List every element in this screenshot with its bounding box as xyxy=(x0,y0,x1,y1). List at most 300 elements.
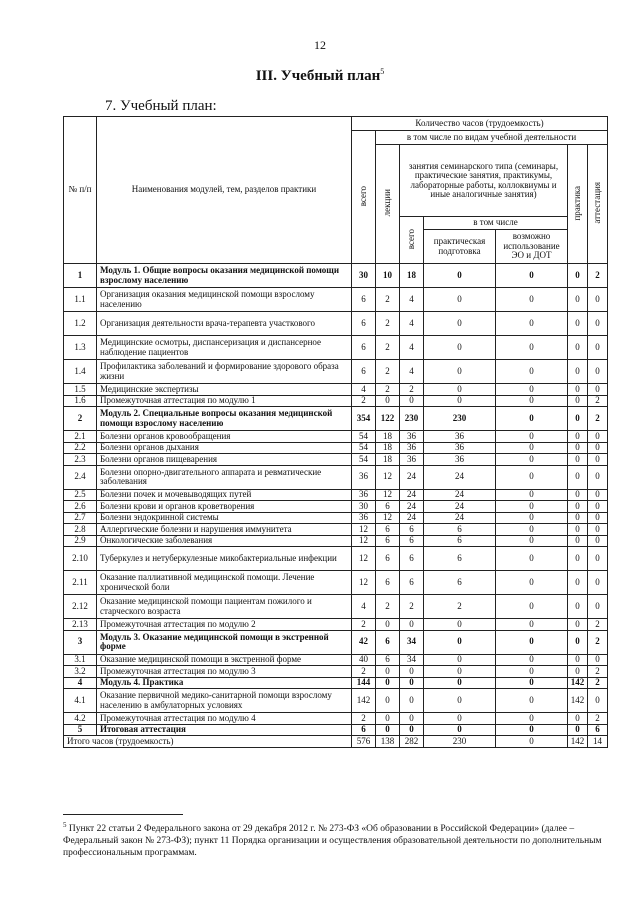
table-row xyxy=(64,336,608,360)
row-lec: 0 xyxy=(376,713,400,725)
row-total: 54 xyxy=(352,431,376,443)
row-name: Модуль 4. Практика xyxy=(97,677,352,689)
row-att: 2 xyxy=(588,619,608,631)
row-number: 4.1 xyxy=(64,689,97,713)
row-att: 2 xyxy=(588,666,608,678)
row-total: 12 xyxy=(352,524,376,536)
row-pp: 36 xyxy=(424,431,496,443)
row-prac: 0 xyxy=(568,407,588,431)
row-name: Профилактика заболеваний и формирование здорового образа жизни xyxy=(97,360,352,384)
row-number: 1.1 xyxy=(64,288,97,312)
row-att: 0 xyxy=(588,384,608,396)
table-row xyxy=(64,724,608,736)
row-pp: 0 xyxy=(424,630,496,654)
row-name: Оказание медицинской помощи в экстренной форме xyxy=(97,654,352,666)
row-lec: 12 xyxy=(376,489,400,501)
row-sem: 6 xyxy=(400,547,424,571)
row-att: 0 xyxy=(588,595,608,619)
row-lec: 18 xyxy=(376,442,400,454)
row-att: 0 xyxy=(588,654,608,666)
row-lec: 2 xyxy=(376,336,400,360)
row-number: 4 xyxy=(64,677,97,689)
row-total: 4 xyxy=(352,595,376,619)
header-name: Наименования модулей, тем, разделов практики xyxy=(97,117,352,264)
row-lec: 0 xyxy=(376,395,400,407)
row-pp: 0 xyxy=(424,384,496,396)
row-number: 3 xyxy=(64,630,97,654)
table-body xyxy=(64,264,608,748)
row-name: Промежуточная аттестация по модулю 1 xyxy=(97,395,352,407)
row-prac: 0 xyxy=(568,360,588,384)
page-number: 12 xyxy=(314,38,326,52)
row-prac: 0 xyxy=(568,571,588,595)
row-prac: 0 xyxy=(568,713,588,725)
row-sem: 4 xyxy=(400,336,424,360)
row-pp: 6 xyxy=(424,547,496,571)
row-prac: 0 xyxy=(568,431,588,443)
row-eo: 0 xyxy=(496,454,568,466)
row-att: 0 xyxy=(588,501,608,513)
total-prac: 142 xyxy=(568,736,588,748)
row-lec: 12 xyxy=(376,512,400,524)
row-number: 1.6 xyxy=(64,395,97,407)
header-lectures-cell xyxy=(376,145,400,264)
row-prac: 0 xyxy=(568,501,588,513)
footnote-marker: 5 xyxy=(63,821,67,829)
row-total: 36 xyxy=(352,512,376,524)
row-name: Промежуточная аттестация по модулю 4 xyxy=(97,713,352,725)
row-pp: 36 xyxy=(424,454,496,466)
header-practical-prep: практическая подготовка xyxy=(424,230,496,264)
total-lec: 138 xyxy=(376,736,400,748)
row-eo: 0 xyxy=(496,595,568,619)
row-name: Модуль 1. Общие вопросы оказания медицинской помощи взрослому населению xyxy=(97,264,352,288)
row-lec: 6 xyxy=(376,535,400,547)
row-eo: 0 xyxy=(496,395,568,407)
row-lec: 0 xyxy=(376,677,400,689)
row-eo: 0 xyxy=(496,677,568,689)
table-row xyxy=(64,512,608,524)
table-row xyxy=(64,489,608,501)
footnote xyxy=(63,821,611,860)
row-eo: 0 xyxy=(496,535,568,547)
row-lec: 2 xyxy=(376,288,400,312)
row-sem: 18 xyxy=(400,264,424,288)
row-prac: 0 xyxy=(568,336,588,360)
row-sem: 0 xyxy=(400,619,424,631)
row-att: 2 xyxy=(588,677,608,689)
row-name: Болезни опорно-двигательного аппарата и ревматические заболевания xyxy=(97,465,352,489)
row-total: 6 xyxy=(352,336,376,360)
row-name: Промежуточная аттестация по модулю 2 xyxy=(97,619,352,631)
row-total: 6 xyxy=(352,360,376,384)
row-sem: 24 xyxy=(400,489,424,501)
row-lec: 6 xyxy=(376,524,400,536)
table-row xyxy=(64,595,608,619)
row-eo: 0 xyxy=(496,512,568,524)
row-prac: 0 xyxy=(568,654,588,666)
row-total: 54 xyxy=(352,454,376,466)
row-number: 2.12 xyxy=(64,595,97,619)
row-pp: 230 xyxy=(424,407,496,431)
row-total: 12 xyxy=(352,571,376,595)
row-total: 2 xyxy=(352,395,376,407)
row-eo: 0 xyxy=(496,654,568,666)
row-lec: 0 xyxy=(376,724,400,736)
row-name: Туберкулез и нетуберкулезные микобактериальные инфекции xyxy=(97,547,352,571)
row-name: Медицинские экспертизы xyxy=(97,384,352,396)
row-sem: 0 xyxy=(400,713,424,725)
row-total: 2 xyxy=(352,713,376,725)
row-eo: 0 xyxy=(496,630,568,654)
row-number: 2.2 xyxy=(64,442,97,454)
header-total: всего xyxy=(357,185,368,206)
row-eo: 0 xyxy=(496,724,568,736)
row-sem: 0 xyxy=(400,677,424,689)
row-eo: 0 xyxy=(496,264,568,288)
row-number: 2.6 xyxy=(64,501,97,513)
row-name: Итоговая аттестация xyxy=(97,724,352,736)
row-prac: 142 xyxy=(568,677,588,689)
row-eo: 0 xyxy=(496,689,568,713)
table-row xyxy=(64,666,608,678)
row-att: 0 xyxy=(588,431,608,443)
row-att: 0 xyxy=(588,442,608,454)
table-row xyxy=(64,465,608,489)
row-name: Болезни эндокринной системы xyxy=(97,512,352,524)
row-number: 1.3 xyxy=(64,336,97,360)
row-att: 0 xyxy=(588,512,608,524)
row-prac: 0 xyxy=(568,465,588,489)
row-att: 0 xyxy=(588,571,608,595)
row-number: 5 xyxy=(64,724,97,736)
row-sem: 0 xyxy=(400,724,424,736)
row-total: 54 xyxy=(352,442,376,454)
row-name: Аллергические болезни и нарушения иммунитета xyxy=(97,524,352,536)
row-pp: 0 xyxy=(424,395,496,407)
header-sem-total: всего xyxy=(405,228,416,249)
row-pp: 0 xyxy=(424,666,496,678)
row-att: 0 xyxy=(588,689,608,713)
row-eo: 0 xyxy=(496,713,568,725)
table-row xyxy=(64,442,608,454)
row-eo: 0 xyxy=(496,465,568,489)
row-total: 42 xyxy=(352,630,376,654)
row-number: 4.2 xyxy=(64,713,97,725)
row-lec: 122 xyxy=(376,407,400,431)
row-eo: 0 xyxy=(496,619,568,631)
row-name: Оказание первичной медико-санитарной помощи взрослому населению в амбулаторных условиях xyxy=(97,689,352,713)
total-att: 14 xyxy=(588,736,608,748)
row-eo: 0 xyxy=(496,288,568,312)
row-prac: 0 xyxy=(568,454,588,466)
row-att: 0 xyxy=(588,288,608,312)
row-total: 6 xyxy=(352,312,376,336)
table-row xyxy=(64,535,608,547)
row-att: 2 xyxy=(588,264,608,288)
row-prac: 0 xyxy=(568,535,588,547)
footnote-ref: 5 xyxy=(380,67,385,76)
table-row xyxy=(64,395,608,407)
table-row xyxy=(64,677,608,689)
row-pp: 0 xyxy=(424,288,496,312)
row-number: 3.2 xyxy=(64,666,97,678)
row-prac: 0 xyxy=(568,630,588,654)
row-total: 2 xyxy=(352,619,376,631)
row-number: 2.3 xyxy=(64,454,97,466)
row-prac: 0 xyxy=(568,395,588,407)
row-sem: 0 xyxy=(400,666,424,678)
row-number: 2.5 xyxy=(64,489,97,501)
row-pp: 0 xyxy=(424,654,496,666)
row-total: 6 xyxy=(352,724,376,736)
row-prac: 0 xyxy=(568,264,588,288)
row-pp: 24 xyxy=(424,512,496,524)
row-lec: 18 xyxy=(376,431,400,443)
curriculum-table xyxy=(63,116,608,748)
row-number: 1.2 xyxy=(64,312,97,336)
row-name: Модуль 3. Оказание медицинской помощи в экстренной форме xyxy=(97,630,352,654)
table-row xyxy=(64,524,608,536)
row-sem: 2 xyxy=(400,595,424,619)
row-att: 0 xyxy=(588,336,608,360)
row-eo: 0 xyxy=(496,524,568,536)
row-prac: 0 xyxy=(568,384,588,396)
table-row xyxy=(64,407,608,431)
row-sem: 4 xyxy=(400,288,424,312)
row-eo: 0 xyxy=(496,666,568,678)
section-title xyxy=(0,67,640,85)
row-lec: 6 xyxy=(376,571,400,595)
row-pp: 0 xyxy=(424,312,496,336)
row-lec: 6 xyxy=(376,501,400,513)
row-name: Болезни почек и мочевыводящих путей xyxy=(97,489,352,501)
row-total: 36 xyxy=(352,489,376,501)
total-pp: 230 xyxy=(424,736,496,748)
row-sem: 6 xyxy=(400,571,424,595)
row-name: Болезни органов пищеварения xyxy=(97,454,352,466)
row-sem: 36 xyxy=(400,431,424,443)
total-sem: 282 xyxy=(400,736,424,748)
row-number: 1.4 xyxy=(64,360,97,384)
total-row xyxy=(64,736,608,748)
row-number: 2 xyxy=(64,407,97,431)
row-name: Промежуточная аттестация по модулю 3 xyxy=(97,666,352,678)
row-pp: 0 xyxy=(424,336,496,360)
row-att: 2 xyxy=(588,395,608,407)
table-row xyxy=(64,264,608,288)
table-row xyxy=(64,713,608,725)
table-row xyxy=(64,312,608,336)
row-eo: 0 xyxy=(496,489,568,501)
row-lec: 18 xyxy=(376,454,400,466)
row-number: 2.9 xyxy=(64,535,97,547)
row-eo: 0 xyxy=(496,571,568,595)
row-lec: 6 xyxy=(376,654,400,666)
header-lectures: лекции xyxy=(381,189,392,217)
row-prac: 0 xyxy=(568,489,588,501)
row-name: Оказание паллиативной медицинской помощи. Лечение хронической боли xyxy=(97,571,352,595)
row-lec: 12 xyxy=(376,465,400,489)
header-attestation-cell xyxy=(588,145,608,264)
row-prac: 0 xyxy=(568,442,588,454)
row-pp: 6 xyxy=(424,571,496,595)
row-number: 2.10 xyxy=(64,547,97,571)
row-number: 2.1 xyxy=(64,431,97,443)
row-sem: 24 xyxy=(400,501,424,513)
row-number: 2.7 xyxy=(64,512,97,524)
row-prac: 0 xyxy=(568,312,588,336)
row-prac: 0 xyxy=(568,595,588,619)
row-total: 354 xyxy=(352,407,376,431)
row-number: 2.11 xyxy=(64,571,97,595)
row-prac: 0 xyxy=(568,666,588,678)
total-eo: 0 xyxy=(496,736,568,748)
row-att: 0 xyxy=(588,524,608,536)
header-eo-dot: возможно использование ЭО и ДОТ xyxy=(496,230,568,264)
row-total: 2 xyxy=(352,666,376,678)
row-name: Модуль 2. Специальные вопросы оказания медицинской помощи взрослому населению xyxy=(97,407,352,431)
row-name: Болезни органов дыхания xyxy=(97,442,352,454)
row-sem: 34 xyxy=(400,654,424,666)
header-practice-cell xyxy=(568,145,588,264)
table-row xyxy=(64,654,608,666)
row-eo: 0 xyxy=(496,407,568,431)
row-prac: 0 xyxy=(568,724,588,736)
row-eo: 0 xyxy=(496,384,568,396)
row-eo: 0 xyxy=(496,547,568,571)
row-name: Оказание медицинской помощи пациентам пожилого и старческого возраста xyxy=(97,595,352,619)
row-pp: 24 xyxy=(424,501,496,513)
row-lec: 0 xyxy=(376,689,400,713)
row-prac: 0 xyxy=(568,524,588,536)
plan-subtitle: 7. Учебный план: xyxy=(105,98,217,114)
row-att: 2 xyxy=(588,713,608,725)
row-number: 2.4 xyxy=(64,465,97,489)
row-prac: 142 xyxy=(568,689,588,713)
row-lec: 0 xyxy=(376,666,400,678)
row-prac: 0 xyxy=(568,619,588,631)
row-pp: 0 xyxy=(424,689,496,713)
footnote-text: Пункт 22 статьи 2 Федерального закона от 29 декабря 2012 г. № 273-ФЗ «Об образовании в Российской Федерации» (далее – Федеральный закон № 273-ФЗ); пункт 11 Порядка организации и осуществления образовательной деятельности по дополнительным профессиональным программам. xyxy=(63,824,602,858)
row-sem: 6 xyxy=(400,524,424,536)
row-eo: 0 xyxy=(496,501,568,513)
row-name: Медицинские осмотры, диспансеризация и диспансерное наблюдение пациентов xyxy=(97,336,352,360)
row-total: 36 xyxy=(352,465,376,489)
row-pp: 0 xyxy=(424,713,496,725)
row-pp: 6 xyxy=(424,535,496,547)
row-pp: 0 xyxy=(424,619,496,631)
row-att: 0 xyxy=(588,312,608,336)
row-sem: 6 xyxy=(400,535,424,547)
row-pp: 24 xyxy=(424,465,496,489)
row-pp: 24 xyxy=(424,489,496,501)
row-pp: 0 xyxy=(424,724,496,736)
row-name: Болезни крови и органов кроветворения xyxy=(97,501,352,513)
row-total: 40 xyxy=(352,654,376,666)
header-incl: в том числе xyxy=(424,217,568,230)
table-row xyxy=(64,571,608,595)
row-lec: 2 xyxy=(376,595,400,619)
header-by-type: в том числе по видам учебной деятельности xyxy=(376,131,608,145)
section-title-text: III. Учебный план xyxy=(255,68,381,84)
row-att: 0 xyxy=(588,454,608,466)
row-number: 3.1 xyxy=(64,654,97,666)
row-total: 4 xyxy=(352,384,376,396)
row-att: 2 xyxy=(588,630,608,654)
row-sem: 4 xyxy=(400,360,424,384)
row-total: 6 xyxy=(352,288,376,312)
row-att: 2 xyxy=(588,407,608,431)
row-prac: 0 xyxy=(568,547,588,571)
row-pp: 2 xyxy=(424,595,496,619)
row-total: 142 xyxy=(352,689,376,713)
row-total: 12 xyxy=(352,547,376,571)
row-pp: 0 xyxy=(424,264,496,288)
table-row xyxy=(64,431,608,443)
row-att: 0 xyxy=(588,535,608,547)
table-row xyxy=(64,454,608,466)
row-sem: 36 xyxy=(400,454,424,466)
row-number: 1.5 xyxy=(64,384,97,396)
row-sem: 24 xyxy=(400,512,424,524)
table-row xyxy=(64,288,608,312)
header-practice: практика xyxy=(571,185,582,221)
row-att: 0 xyxy=(588,360,608,384)
row-prac: 0 xyxy=(568,288,588,312)
table-row xyxy=(64,384,608,396)
row-lec: 6 xyxy=(376,630,400,654)
row-total: 144 xyxy=(352,677,376,689)
table-header xyxy=(64,117,608,264)
total-total: 576 xyxy=(352,736,376,748)
row-number: 1 xyxy=(64,264,97,288)
header-total-cell xyxy=(352,131,376,264)
row-eo: 0 xyxy=(496,442,568,454)
footnote-divider xyxy=(63,814,183,815)
table-row xyxy=(64,630,608,654)
row-total: 30 xyxy=(352,264,376,288)
row-sem: 34 xyxy=(400,630,424,654)
row-sem: 24 xyxy=(400,465,424,489)
row-lec: 6 xyxy=(376,547,400,571)
row-eo: 0 xyxy=(496,336,568,360)
row-sem: 2 xyxy=(400,384,424,396)
row-eo: 0 xyxy=(496,312,568,336)
table-row xyxy=(64,547,608,571)
table-row xyxy=(64,501,608,513)
row-sem: 0 xyxy=(400,395,424,407)
table-row xyxy=(64,689,608,713)
row-total: 30 xyxy=(352,501,376,513)
row-name: Онкологические заболевания xyxy=(97,535,352,547)
table-row xyxy=(64,360,608,384)
row-prac: 0 xyxy=(568,512,588,524)
row-att: 0 xyxy=(588,489,608,501)
row-number: 2.13 xyxy=(64,619,97,631)
header-seminars: занятия семинарского типа (семинары, практические занятия, практикумы, лабораторные работы, коллоквиумы и иные аналогичные занятия) xyxy=(400,145,568,217)
row-total: 12 xyxy=(352,535,376,547)
row-number: 2.8 xyxy=(64,524,97,536)
header-num: № п/п xyxy=(64,117,97,264)
row-lec: 2 xyxy=(376,384,400,396)
row-lec: 0 xyxy=(376,619,400,631)
row-sem: 36 xyxy=(400,442,424,454)
table-row xyxy=(64,619,608,631)
row-pp: 6 xyxy=(424,524,496,536)
row-lec: 2 xyxy=(376,360,400,384)
row-att: 0 xyxy=(588,465,608,489)
